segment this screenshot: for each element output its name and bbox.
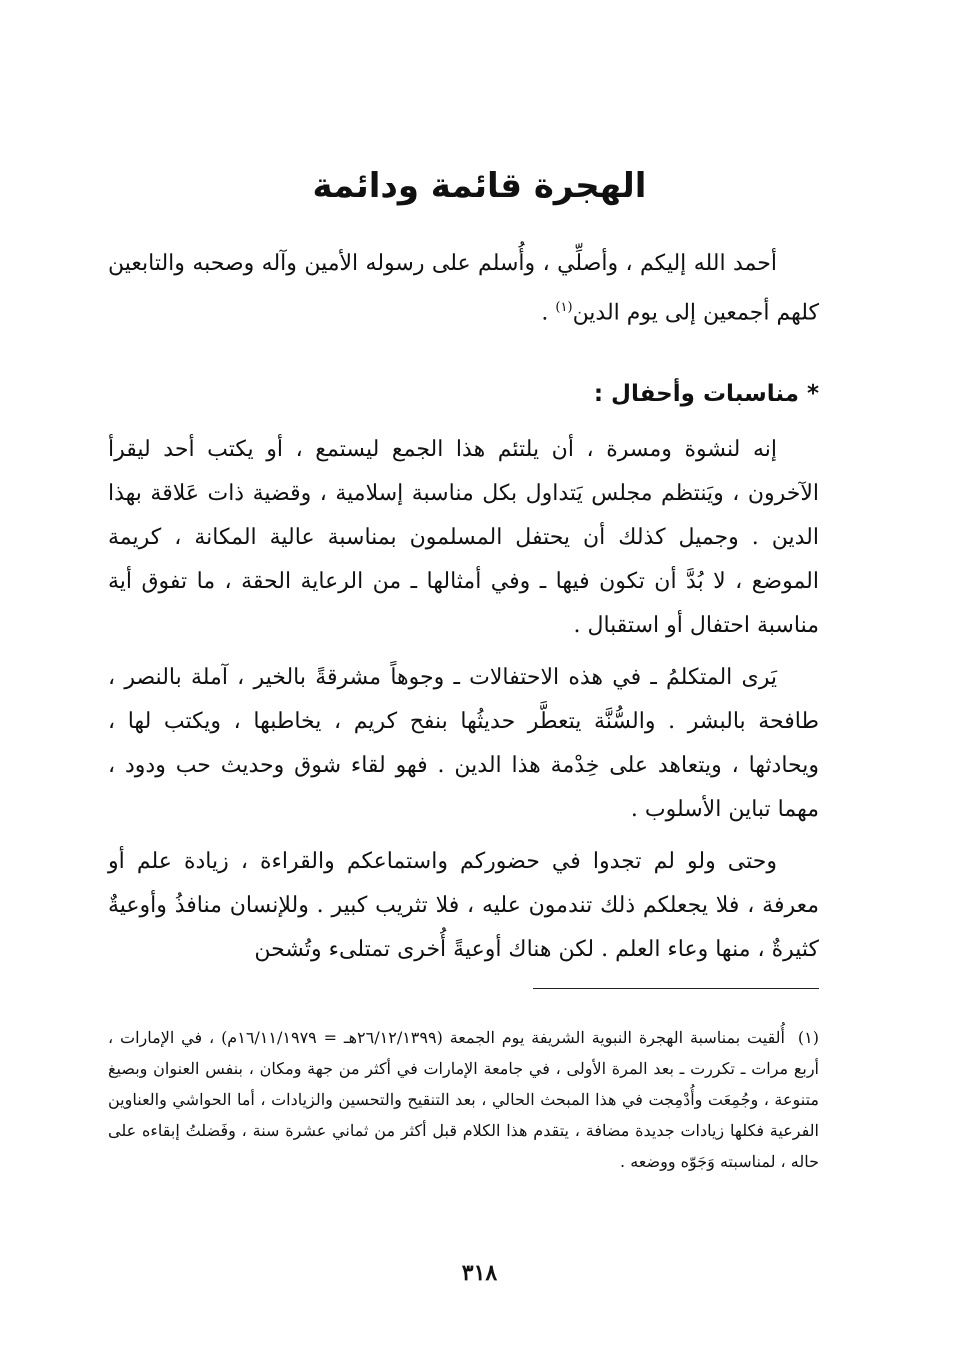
- footnote-divider: [533, 988, 819, 989]
- page-title: الهجرة قائمة ودائمة: [312, 166, 647, 206]
- footnote-reference[interactable]: (١): [555, 300, 573, 315]
- footnote: [108, 1022, 819, 1177]
- paragraph-3: وحتى ولو لم تجدوا في حضوركم واستماعكم والقراءة ، زيادة علم أو معرفة ، فلا يجعلكم ذلك تندمون عليه ، فلا تثريب كبير . وللإنسان منافذُ وأوعيةٌ كثيرةٌ ، منها وعاء العلم . لكن هناك أوعيةً أُخرى تمتلىء وتُشحن: [108, 849, 819, 962]
- page-number: ٣١٨: [461, 1260, 498, 1286]
- paragraph-1: إنه لنشوة ومسرة ، أن يلتئم هذا الجمع ليستمع ، أو يكتب أحد ليقرأ الآخرون ، ويَنتظم مجلس يَتداول بكل مناسبة إسلامية ، وقضية ذات عَلاقة بهذا الدين . وجميل كذلك أن يحتفل المسلمون بمناسبة عالية المكانة ، كريمة الموضع ، لا بُدَّ أن تكون فيها ـ وفي أمثالها ـ من الرعاية الحقة ، ما تفوق أية مناسبة احتفال أو استقبال .: [108, 437, 819, 638]
- intro-paragraph: [108, 242, 819, 335]
- intro-end: .: [541, 300, 556, 326]
- section-heading: * مناسبات وأحفال :: [593, 381, 819, 407]
- footnote-number: (١): [797, 1028, 820, 1047]
- paragraph-2: يَرى المتكلمُ ـ في هذه الاحتفالات ـ وجوهاً مشرقةً بالخير ، آملة بالنصر ، طافحة بالبشر . والسُّنَّة يتعطَّر حديثُها بنفح كريم ، يخاطبها ، ويكتب لها ، ويحادثها ، ويتعاهد على خِدْمة هذا الدين . فهو لقاء شوق وحديث حب ودود ، مهما تباين الأسلوب .: [108, 665, 819, 822]
- footnote-text: أُلقيت بمناسبة الهجرة النبوية الشريفة يوم الجمعة (٢٦/١٢/١٣٩٩هـ = ١٦/١١/١٩٧٩م) ، في الإمارات ، أربع مرات ـ تكررت ـ بعد المرة الأولى ، في جامعة الإمارات في أكثر من جهة ومكان ، بنفس العنوان وبصيغ متنوعة ، وجُمِعَت وأُدْمِجت في هذا المبحث الحالي ، بعد التنقيح والتحسين والزيادات ، أما الحواشي والعناوين الفرعية فكلها زيادات جديدة مضافة ، يتقدم هذا الكلام قبل أكثر من ثماني عشرة سنة ، وفَضلتُ إبقاءه على حاله ، لمناسبته وَجَوّه ووضعه .: [108, 1028, 819, 1171]
- intro-text: أحمد الله إليكم ، وأصلِّي ، وأُسلم على رسوله الأمين وآله وصحبه والتابعين كلهم أجمعين إلى يوم الدين: [108, 251, 819, 326]
